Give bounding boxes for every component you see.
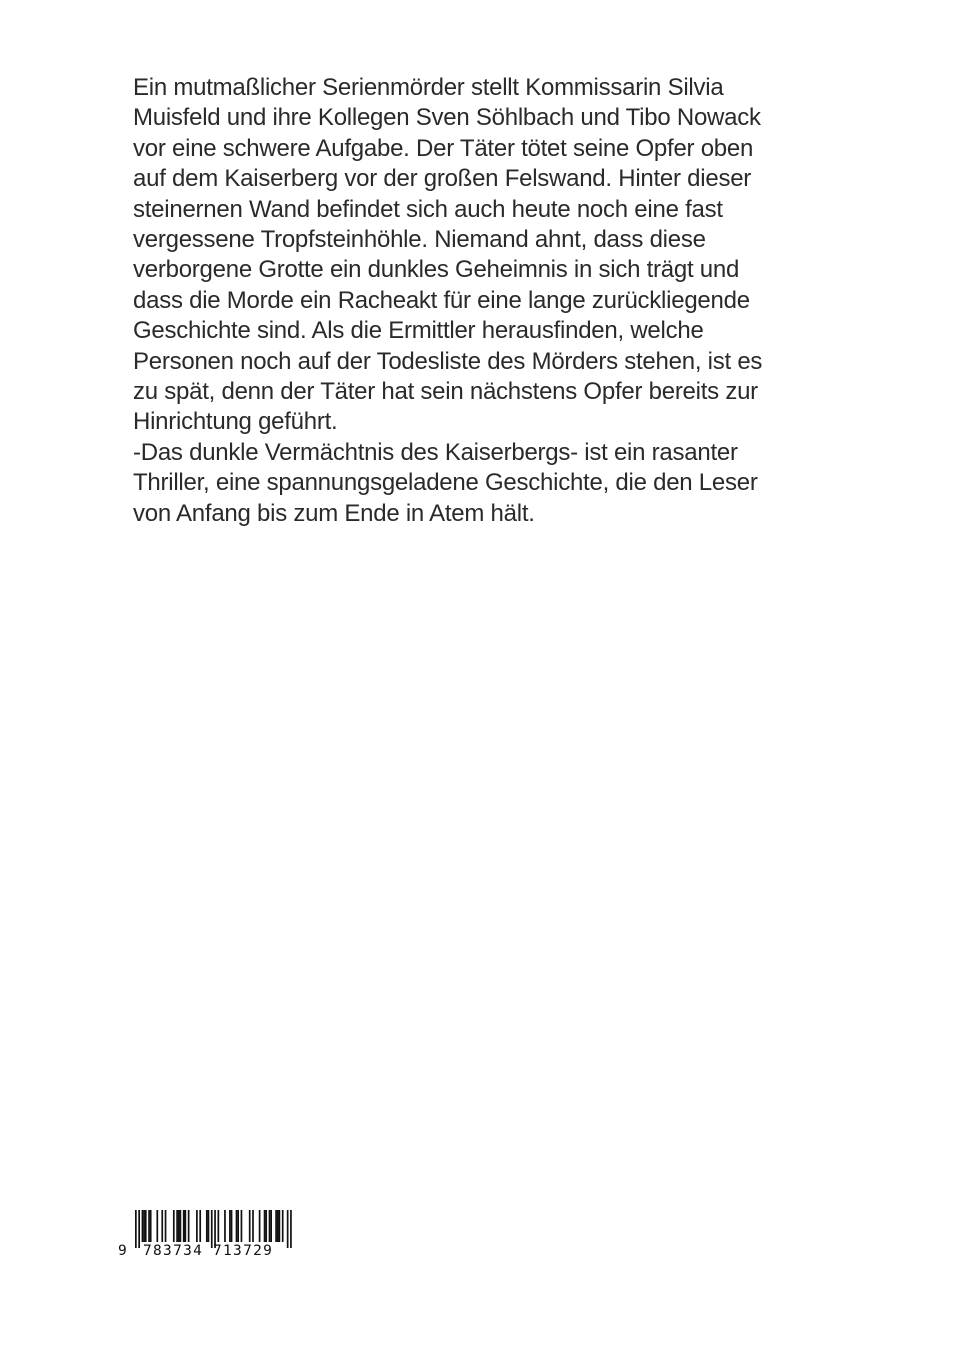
barcode-bar [185, 1210, 187, 1242]
barcode-bar [290, 1210, 292, 1248]
blurb-line: Geschichte sind. Als die Ermittler herausfinden, welche [133, 317, 704, 345]
barcode-bar [145, 1210, 147, 1242]
barcode-bar [135, 1210, 137, 1248]
barcode-bar [259, 1210, 261, 1242]
blurb-line: auf dem Kaiserberg vor der großen Felswand. Hinter dieser [133, 165, 752, 193]
blurb-line: zu spät, denn der Täter hat sein nächstens Opfer bereits zur [133, 378, 758, 406]
barcode-bar [241, 1210, 243, 1242]
barcode-bar [196, 1210, 198, 1242]
blurb-line: Ein mutmaßlicher Serienmörder stellt Kommissarin Silvia [133, 74, 724, 101]
barcode-bar [199, 1210, 201, 1242]
barcode-left-digits: 783734 [143, 1243, 204, 1259]
barcode-bar [218, 1210, 220, 1242]
barcode-bar [231, 1210, 233, 1242]
barcode-bar [249, 1210, 251, 1242]
barcode-bar [224, 1210, 226, 1242]
barcode-bar [265, 1210, 267, 1242]
blurb-line: vergessene Tropfsteinhöhle. Niemand ahnt, dass diese [133, 226, 706, 254]
barcode-bar [143, 1210, 145, 1242]
barcode-bar [142, 1210, 144, 1242]
barcode-bar [173, 1210, 175, 1242]
barcode-bar [252, 1210, 254, 1242]
barcode-bar [183, 1210, 185, 1242]
barcode-bar [208, 1210, 210, 1242]
blurb-line: -Das dunkle Vermächtnis des Kaiserbergs- ist ein rasanter [133, 438, 738, 466]
barcode-bar [161, 1210, 163, 1242]
blurb-line: Hinrichtung geführt. [133, 408, 338, 436]
barcode-bar [150, 1210, 152, 1242]
barcode-right-digits: 713729 [213, 1243, 274, 1259]
barcode-bar [156, 1210, 158, 1242]
blurb-line: dass die Morde ein Racheakt für eine lange zurückliegende [133, 286, 750, 314]
barcode-bar [188, 1210, 190, 1242]
blurb-line: von Anfang bis zum Ende in Atem hält. [133, 499, 535, 527]
barcode-bar [236, 1210, 238, 1242]
barcode-bar [229, 1210, 231, 1242]
barcode-bar [287, 1210, 289, 1248]
barcode-bar [180, 1210, 182, 1242]
barcode-bar [282, 1210, 284, 1242]
blurb-line: verborgene Grotte ein dunkles Geheimnis in sich trägt und [133, 256, 740, 284]
barcode-bar [138, 1210, 140, 1248]
barcode-bar [277, 1210, 279, 1242]
barcode-bar [264, 1210, 266, 1242]
blurb-line: Thriller, eine spannungsgeladene Geschichte, die den Leser [133, 469, 758, 497]
barcode-bar [165, 1210, 167, 1242]
blurb-line: Muisfeld und ihre Kollegen Sven Söhlbach und Tibo Nowack [133, 104, 761, 132]
barcode-bar [206, 1210, 208, 1242]
book-blurb [133, 73, 833, 529]
blurb-line: Personen noch auf der Todesliste des Mörders stehen, ist es [133, 347, 763, 375]
barcode-bar [270, 1210, 272, 1242]
barcode-bar [269, 1210, 271, 1242]
barcode-bar [176, 1210, 178, 1242]
blurb-line: steinernen Wand befindet sich auch heute noch eine fast [133, 195, 723, 223]
barcode-bar [178, 1210, 180, 1242]
barcode-first-digit: 9 [118, 1243, 129, 1259]
isbn-barcode [113, 1210, 303, 1266]
barcode-bar [275, 1210, 277, 1242]
barcode-bar [279, 1210, 281, 1242]
barcode-bar [237, 1210, 239, 1242]
blurb-line: vor eine schwere Aufgabe. Der Täter tötet seine Opfer oben [133, 134, 754, 162]
barcode-bar [148, 1210, 150, 1242]
